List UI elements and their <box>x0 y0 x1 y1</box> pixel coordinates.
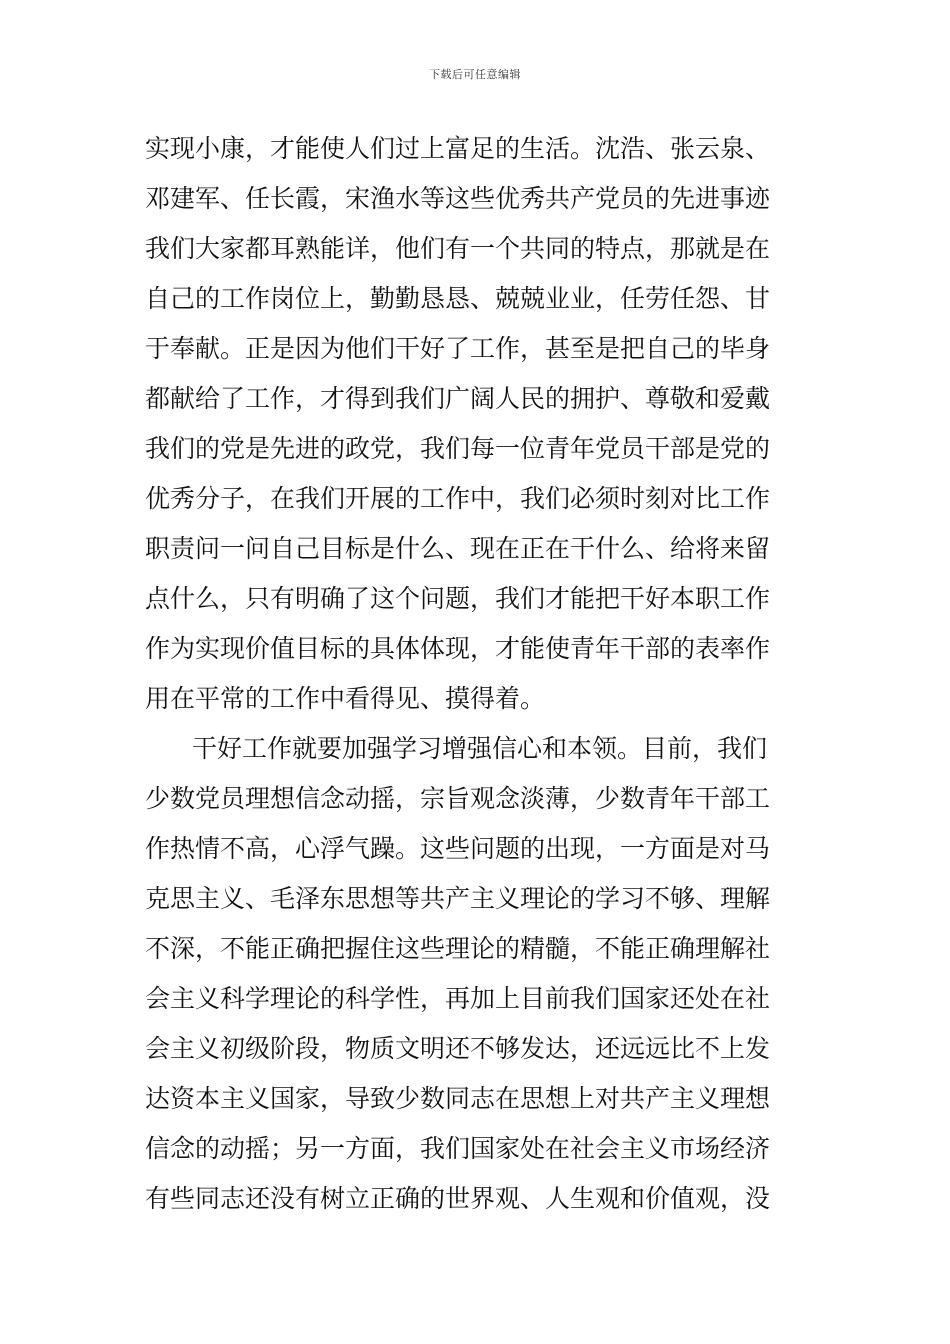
text-line: 作热情不高，心浮气躁。这些问题的出现，一方面是对马 <box>145 834 771 863</box>
text-line: 于奉献。正是因为他们干好了工作，甚至是把自己的毕身 <box>145 334 771 363</box>
text-line: 优秀分子，在我们开展的工作中，我们必须时刻对比工作 <box>145 484 771 513</box>
text-line: 会主义初级阶段，物质文明还不够发达，还远远比不上发 <box>145 1034 771 1063</box>
text-line: 邓建军、任长霞，宋渔水等这些优秀共产党员的先进事迹 <box>145 184 771 213</box>
page-header-note: 下载后可任意编辑 <box>429 68 521 81</box>
text-line: 我们的党是先进的政党，我们每一位青年党员干部是党的 <box>145 434 771 463</box>
text-line: 作为实现价值目标的具体体现，才能使青年干部的表率作 <box>145 634 771 663</box>
text-line: 不深，不能正确把握住这些理论的精髓，不能正确理解社 <box>145 934 771 963</box>
text-line: 用在平常的工作中看得见、摸得着。 <box>145 684 546 713</box>
text-line: 信念的动摇；另一方面，我们国家处在社会主义市场经济 <box>145 1134 771 1163</box>
text-line: 实现小康，才能使人们过上富足的生活。沈浩、张云泉、 <box>145 134 771 163</box>
text-line: 有些同志还没有树立正确的世界观、人生观和价值观，没 <box>145 1184 771 1213</box>
text-line: 会主义科学理论的科学性，再加上目前我们国家还处在社 <box>145 984 771 1013</box>
text-line: 自己的工作岗位上，勤勤恳恳、兢兢业业，任劳任怨、甘 <box>145 284 771 313</box>
paragraph-first-line: 干好工作就要加强学习增强信心和本领。目前，我们 <box>192 734 768 763</box>
text-line: 职责问一问自己目标是什么、现在正在干什么、给将来留 <box>145 534 771 563</box>
text-line: 都献给了工作，才得到我们广阔人民的拥护、尊敬和爱戴 <box>145 384 771 413</box>
text-line: 达资本主义国家，导致少数同志在思想上对共产主义理想 <box>145 1084 771 1113</box>
document-body <box>145 124 815 1224</box>
text-line: 克思主义、毛泽东思想等共产主义理论的学习不够、理解 <box>145 884 771 913</box>
text-line: 点什么，只有明确了这个问题，我们才能把干好本职工作 <box>145 584 771 613</box>
text-line: 我们大家都耳熟能详，他们有一个共同的特点，那就是在 <box>145 234 771 263</box>
text-line: 少数党员理想信念动摇，宗旨观念淡薄，少数青年干部工 <box>145 784 771 813</box>
